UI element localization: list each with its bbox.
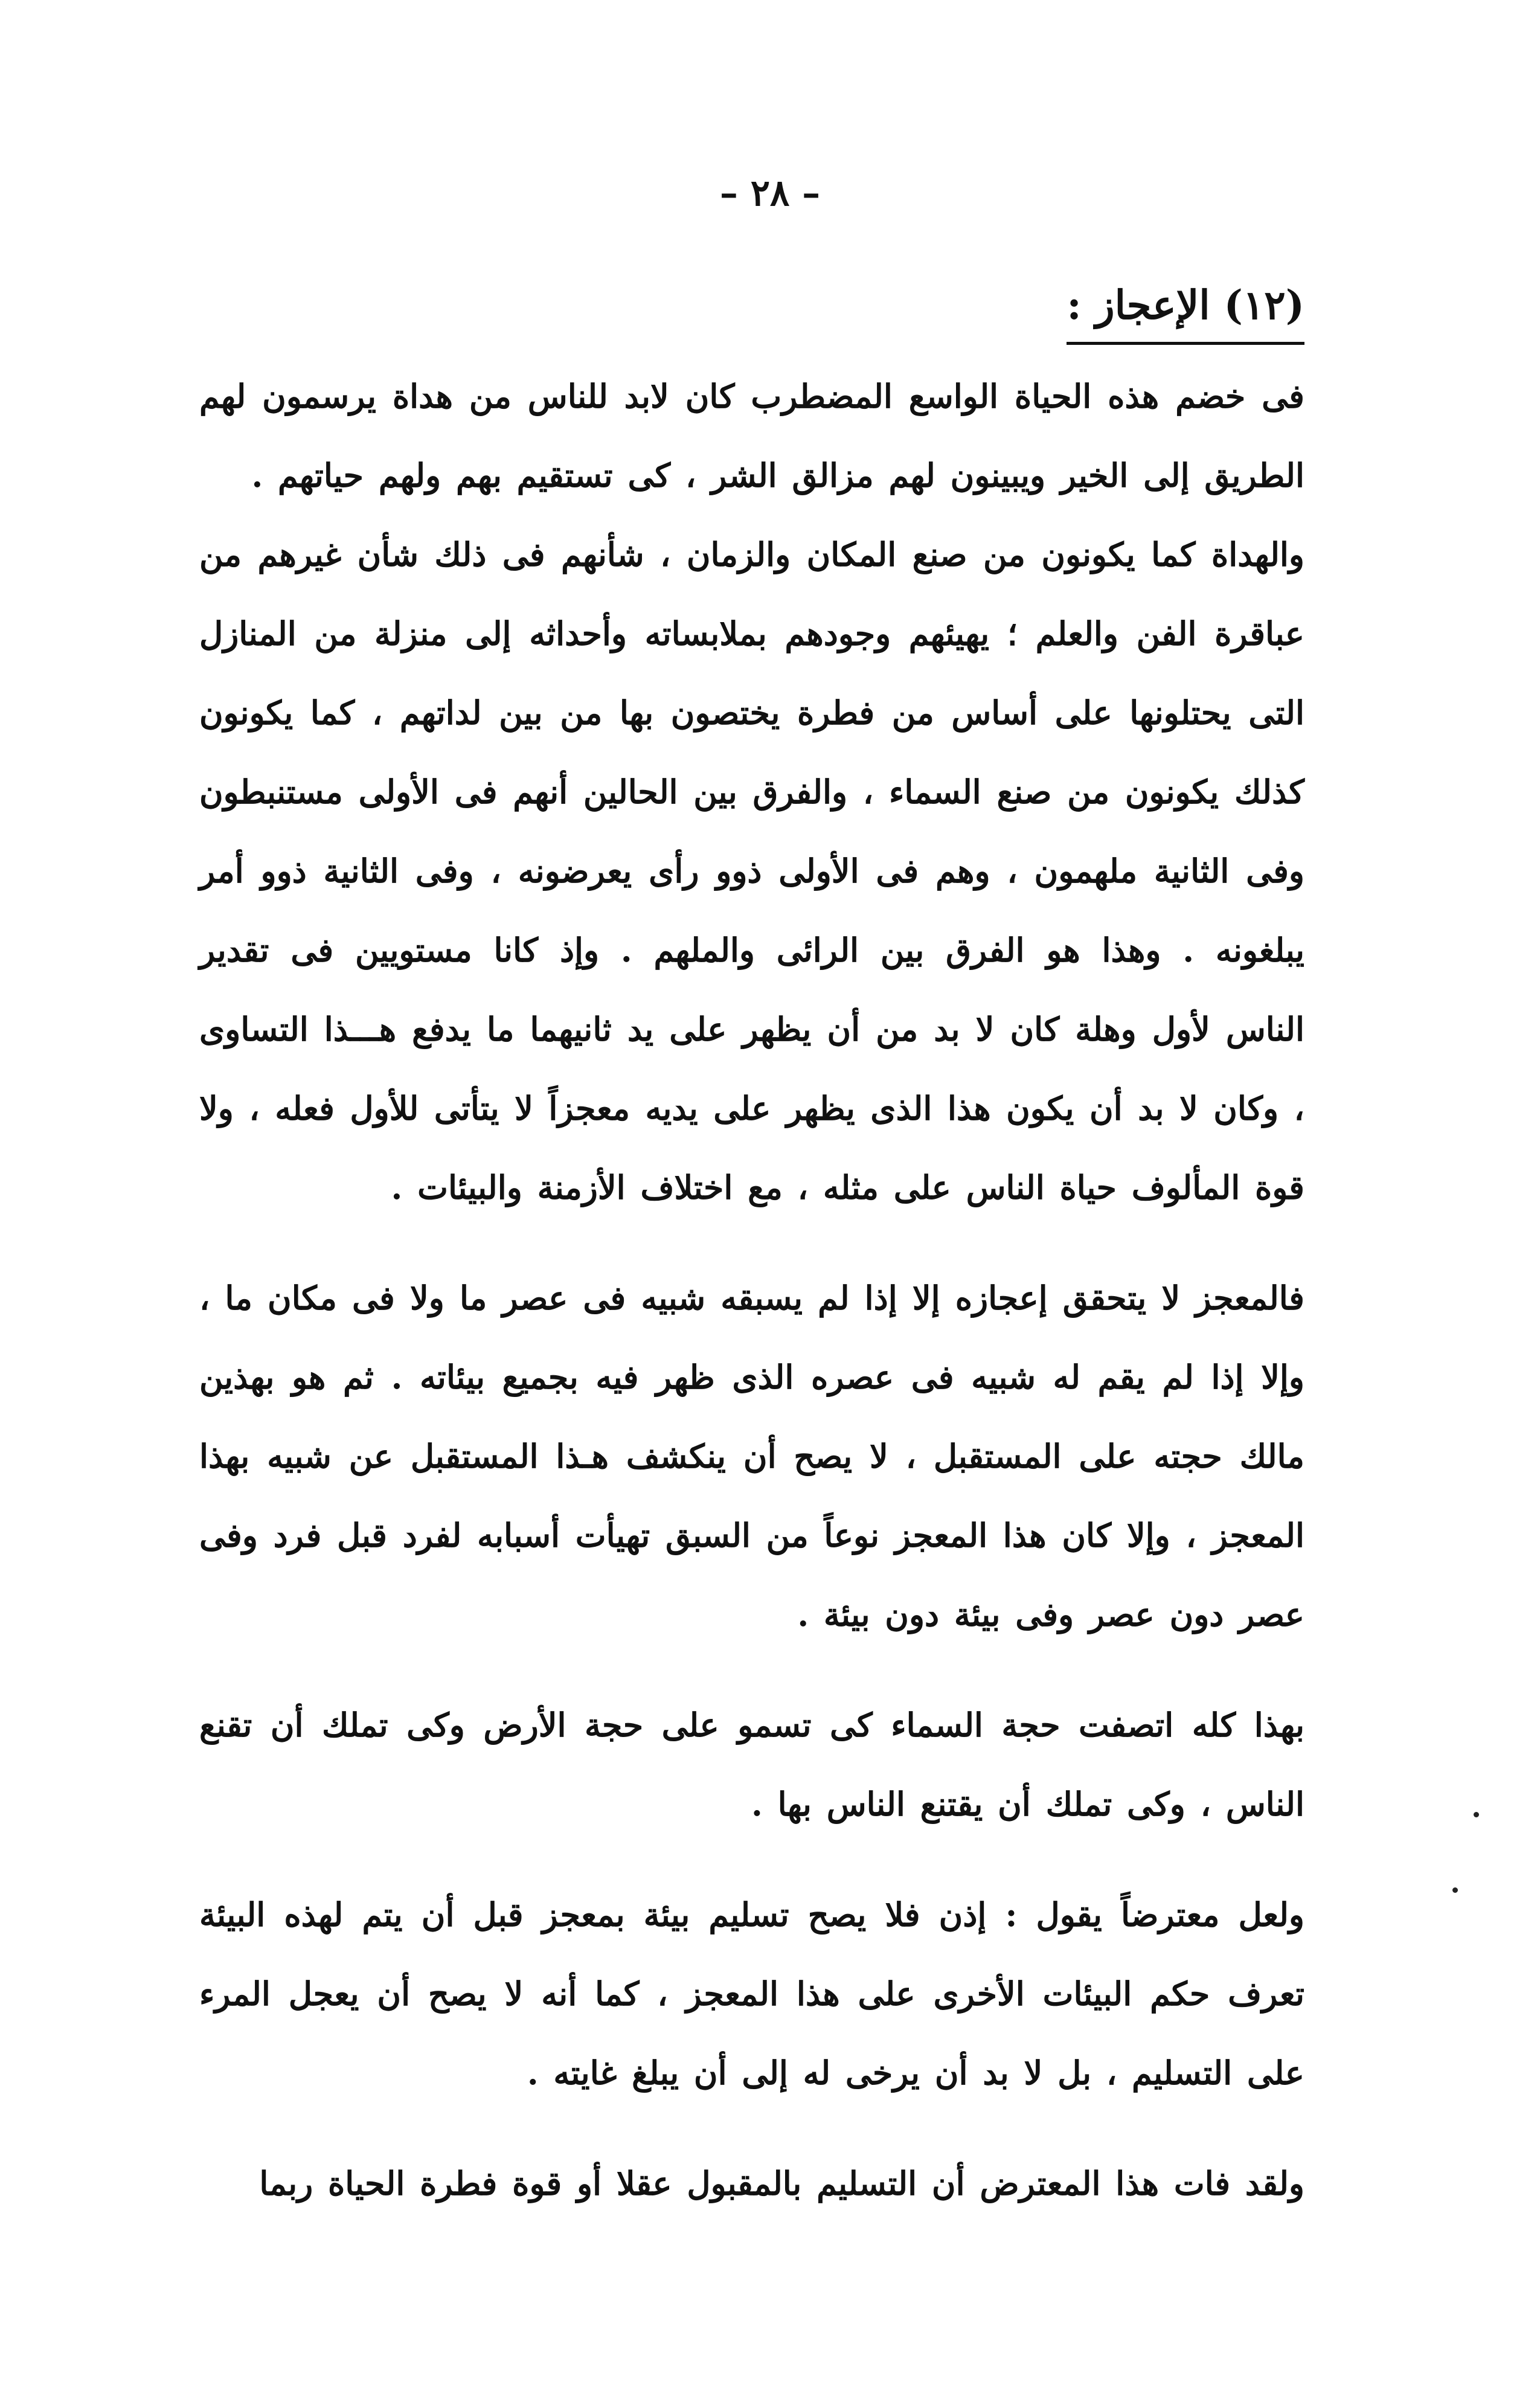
section-heading-wrapper <box>199 272 1304 357</box>
scan-speck <box>1474 1812 1479 1817</box>
paragraph-1: فى خضم هذه الحياة الواسع المضطرب كان لابد للناس من هداة يرسمون لهم الطريق إلى الخير ويبينون لهم مزالق الشر ، كى تستقيم بهم ولهم حياتهم . <box>199 377 1304 495</box>
section-heading: (١٢) الإعجاز : <box>1067 272 1304 345</box>
paragraph-2: والهداة كما يكونون من صنع المكان والزمان ، شأنهم فى ذلك شأن غيرهم من عباقرة الفن والعلم ؛ يهيئهم وجودهم بملابساته وأحداثه إلى منزلة من المنازل التى يحتلونها على أساس من فطرة يختصون بها من بين لداتهم ، كما يكونون كذلك يكونون من صنع السماء ، والفرق بين الحالين أنهم فى الأولى مستنبطون وفى الثانية ملهمون ، وهم فى الأولى ذوو رأى يعرضونه ، وفى الثانية ذوو أمر يبلغونه . وهذا هو الفرق بين الرائى والملهم . وإذ كانا مستويين فى تقدير الناس لأول وهلة كان لا بد من أن يظهر على يد ثانيهما ما يدفع هـــذا التساوى ، وكان لا بد أن يكون هذا الذى يظهر على يديه معجزاً لا يتأتى للأول فعله ، ولا قوة المألوف حياة الناس على مثله ، مع اختلاف الأزمنة والبيئات . <box>199 535 1304 1207</box>
scan-speck <box>1452 1887 1458 1893</box>
page-number: – ٢٨ – <box>719 172 821 214</box>
paragraph-5: ولعل معترضاً يقول : إذن فلا يصح تسليم بيئة بمعجز قبل أن يتم لهذه البيئة تعرف حكم البيئات الأخرى على هذا المعجز ، كما أنه لا يصح أن يعجل المرء على التسليم ، بل لا بد أن يرخى له إلى أن يبلغ غايته . <box>199 1895 1304 2092</box>
paragraph-3: فالمعجز لا يتحقق إعجازه إلا إذا لم يسبقه شبيه فى عصر ما ولا فى مكان ما ، وإلا إذا لم يقم له شبيه فى عصره الذى ظهر فيه بجميع بيئاته . ثم هو بهذين مالك حجته على المستقبل ، لا يصح أن ينكشف هـذا المستقبل عن شبيه بهذا المعجز ، وإلا كان هذا المعجز نوعاً من السبق تهيأت أسبابه لفرد قبل فرد وفى عصر دون عصر وفى بيئة دون بيئة . <box>199 1279 1304 1634</box>
paragraph-6: ولقد فات هذا المعترض أن التسليم بالمقبول عقلا أو قوة فطرة الحياة ربما <box>259 2164 1304 2203</box>
page-body <box>199 272 1304 2223</box>
paragraph-4: بهذا كله اتصفت حجة السماء كى تسمو على حجة الأرض وكى تملك أن تقنع الناس ، وكى تملك أن يقتنع الناس بها . <box>199 1706 1304 1823</box>
